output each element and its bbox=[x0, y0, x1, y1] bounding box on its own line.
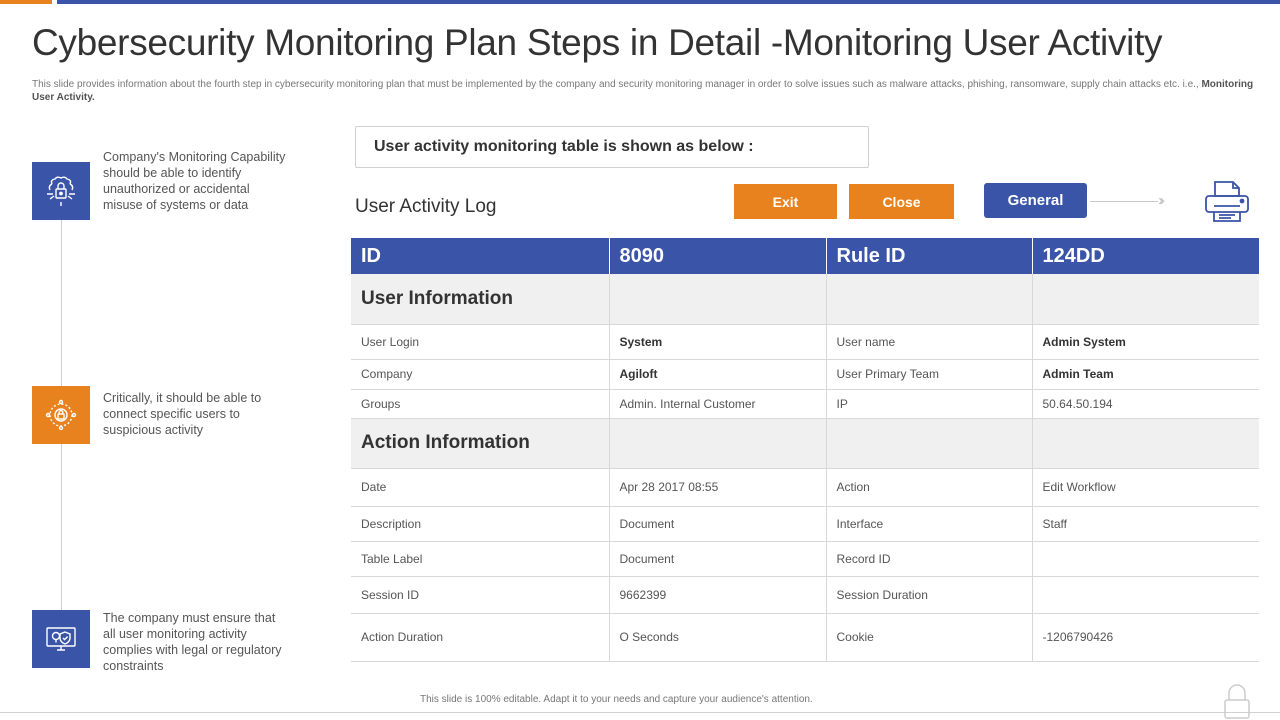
header-cell: 124DD bbox=[1032, 238, 1259, 274]
table-row bbox=[351, 506, 1259, 541]
user-activity-log-table bbox=[351, 238, 1259, 662]
brain-lock-icon bbox=[32, 162, 90, 220]
section-row-action-information bbox=[351, 418, 1259, 468]
table-cell: Record ID bbox=[826, 541, 1032, 576]
table-cell: Action Duration bbox=[351, 613, 609, 661]
lock-icon bbox=[1222, 680, 1252, 720]
section-label: Action Information bbox=[351, 418, 609, 468]
table-cell: System bbox=[609, 324, 826, 359]
table-row bbox=[351, 576, 1259, 613]
close-button[interactable]: Close bbox=[849, 184, 954, 219]
chevron-right-icon: ››› bbox=[1158, 192, 1161, 209]
section-label: User Information bbox=[351, 274, 609, 324]
table-cell: Admin System bbox=[1032, 324, 1259, 359]
monitor-shield-icon bbox=[32, 610, 90, 668]
top-bar-orange-segment bbox=[0, 0, 52, 4]
header-cell: ID bbox=[351, 238, 609, 274]
subtitle-bold: Monitoring User Activity. bbox=[32, 79, 1254, 103]
table-cell: 9662399 bbox=[609, 576, 826, 613]
table-cell bbox=[1032, 576, 1259, 613]
table-cell bbox=[1032, 541, 1259, 576]
section-row-user-information bbox=[351, 274, 1259, 324]
subtitle-text: This slide provides information about the fourth step in cybersecurity monitoring plan that must be implemented by the company and security monitoring manager in order to solve issues such as malware attacks, phishing, ransomware, supply chain attacks etc. i.e., bbox=[32, 79, 1199, 90]
table-row bbox=[351, 389, 1259, 418]
capability-text-1: Company's Monitoring Capability should be able to identify unauthorized or accidental misuse of systems or data bbox=[103, 150, 286, 212]
table-cell: Staff bbox=[1032, 506, 1259, 541]
page-title: Cybersecurity Monitoring Plan Steps in Detail -Monitoring User Activity bbox=[32, 22, 1163, 63]
capability-text-2: Critically, it should be able to connect specific users to suspicious activity bbox=[103, 391, 262, 437]
table-cell: Apr 28 2017 08:55 bbox=[609, 468, 826, 506]
table-cell: 50.64.50.194 bbox=[1032, 389, 1259, 418]
table-cell: Date bbox=[351, 468, 609, 506]
general-button[interactable]: General bbox=[984, 183, 1087, 218]
bottom-divider bbox=[0, 712, 1280, 713]
table-cell: Edit Workflow bbox=[1032, 468, 1259, 506]
printer-icon[interactable] bbox=[1203, 178, 1251, 224]
table-row bbox=[351, 468, 1259, 506]
table-cell: Cookie bbox=[826, 613, 1032, 661]
table-cell: Admin. Internal Customer bbox=[609, 389, 826, 418]
table-cell: Session Duration bbox=[826, 576, 1032, 613]
table-cell: Session ID bbox=[351, 576, 609, 613]
table-cell: User Login bbox=[351, 324, 609, 359]
top-accent-bar bbox=[0, 0, 1280, 4]
table-row bbox=[351, 613, 1259, 661]
table-cell: Action bbox=[826, 468, 1032, 506]
table-row bbox=[351, 359, 1259, 389]
header-cell: 8090 bbox=[609, 238, 826, 274]
table-cell: Interface bbox=[826, 506, 1032, 541]
table-cell: Table Label bbox=[351, 541, 609, 576]
table-cell: Admin Team bbox=[1032, 359, 1259, 389]
table-cell: Company bbox=[351, 359, 609, 389]
table-header-row bbox=[351, 238, 1259, 274]
network-lock-icon bbox=[32, 386, 90, 444]
footer-note: This slide is 100% editable. Adapt it to your needs and capture your audience's attention. bbox=[420, 694, 813, 705]
table-row bbox=[351, 324, 1259, 359]
table-cell: Agiloft bbox=[609, 359, 826, 389]
table-cell: IP bbox=[826, 389, 1032, 418]
header-cell: Rule ID bbox=[826, 238, 1032, 274]
table-cell: -1206790426 bbox=[1032, 613, 1259, 661]
table-cell: User name bbox=[826, 324, 1032, 359]
table-cell: O Seconds bbox=[609, 613, 826, 661]
arrow-line bbox=[1090, 201, 1158, 202]
table-cell: Document bbox=[609, 506, 826, 541]
table-row bbox=[351, 541, 1259, 576]
capability-text-3: The company must ensure that all user monitoring activity complies with legal or regulatory constraints bbox=[103, 611, 282, 673]
exit-button[interactable]: Exit bbox=[734, 184, 837, 219]
table-intro-box: User activity monitoring table is shown as below : bbox=[355, 126, 869, 168]
page-subtitle bbox=[32, 78, 1257, 104]
log-title: User Activity Log bbox=[355, 196, 497, 217]
table-cell: Description bbox=[351, 506, 609, 541]
table-cell: Document bbox=[609, 541, 826, 576]
top-bar-blue-segment bbox=[57, 0, 1280, 4]
table-cell: User Primary Team bbox=[826, 359, 1032, 389]
table-cell: Groups bbox=[351, 389, 609, 418]
